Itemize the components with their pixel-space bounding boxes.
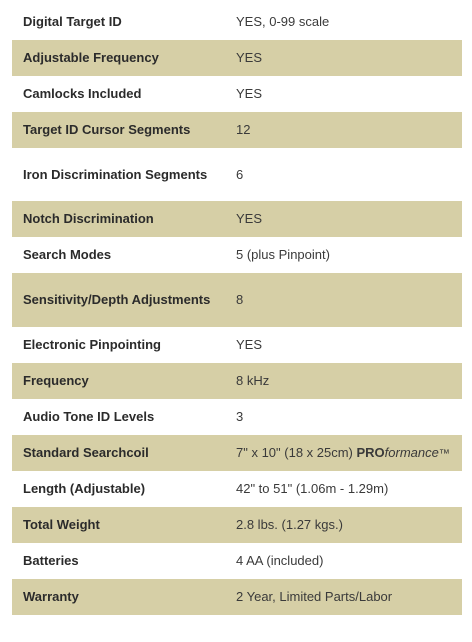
searchcoil-size: 7" x 10" (18 x 25cm) [236, 444, 357, 460]
spec-value: 42" to 51" (1.06m - 1.29m) [236, 481, 389, 496]
spec-label: Iron Discrimination Segments [23, 166, 208, 182]
spec-label: Adjustable Frequency [23, 50, 159, 65]
spec-row-notch-discrimination [12, 201, 462, 237]
spec-value: 2 Year, Limited Parts/Labor [236, 589, 393, 604]
spec-row-search-modes [12, 237, 462, 273]
spec-row-adjustable-frequency [12, 40, 462, 76]
spec-row-total-weight [12, 507, 462, 543]
spec-value: 8 [236, 292, 244, 307]
spec-label: Target ID Cursor Segments [23, 122, 191, 137]
spec-row-audio-tone-id-levels [12, 399, 462, 435]
spec-row-electronic-pinpointing [12, 327, 462, 363]
spec-value: YES [236, 86, 263, 101]
spec-row-frequency [12, 363, 462, 399]
spec-value: 12 [236, 122, 251, 137]
spec-value: 2.8 lbs. (1.27 kgs.) [236, 517, 343, 532]
spec-value: 6 [236, 166, 244, 182]
spec-label: Sensitivity/Depth Adjustments [23, 292, 211, 307]
spec-row-standard-searchcoil [12, 435, 462, 471]
trademark-symbol: ™ [438, 447, 450, 460]
spec-label: Search Modes [23, 247, 112, 262]
spec-value: YES, 0-99 scale [236, 14, 330, 29]
proformance-logo-italic: formance [384, 444, 439, 460]
proformance-logo-bold: PRO [356, 444, 385, 460]
spec-row-sensitivity-depth-adjustments [12, 273, 462, 327]
spec-label: Digital Target ID [23, 14, 122, 29]
spec-table [12, 4, 462, 615]
spec-value: 4 AA (included) [236, 553, 324, 568]
spec-value: YES [236, 211, 263, 226]
spec-value: YES [236, 50, 263, 65]
spec-row-target-id-cursor-segments [12, 112, 462, 148]
spec-row-digital-target-id [12, 4, 462, 40]
spec-label: Audio Tone ID Levels [23, 409, 155, 424]
spec-value: 5 (plus Pinpoint) [236, 247, 330, 262]
spec-row-camlocks-included [12, 76, 462, 112]
spec-value [226, 444, 462, 463]
spec-label: Standard Searchcoil [23, 445, 149, 460]
spec-value: 3 [236, 409, 244, 424]
spec-label: Camlocks Included [23, 86, 142, 101]
spec-label: Electronic Pinpointing [23, 337, 161, 352]
spec-label: Batteries [23, 553, 79, 568]
spec-value: 8 kHz [236, 373, 270, 388]
spec-row-batteries [12, 543, 462, 579]
spec-row-warranty [12, 579, 462, 615]
spec-label: Total Weight [23, 517, 100, 532]
spec-label: Frequency [23, 373, 89, 388]
spec-row-length-adjustable [12, 471, 462, 507]
spec-value: YES [236, 337, 263, 352]
spec-label: Notch Discrimination [23, 211, 154, 226]
spec-label: Length (Adjustable) [23, 481, 146, 496]
spec-label: Warranty [23, 589, 79, 604]
spec-row-iron-discrimination-segments [12, 148, 462, 201]
